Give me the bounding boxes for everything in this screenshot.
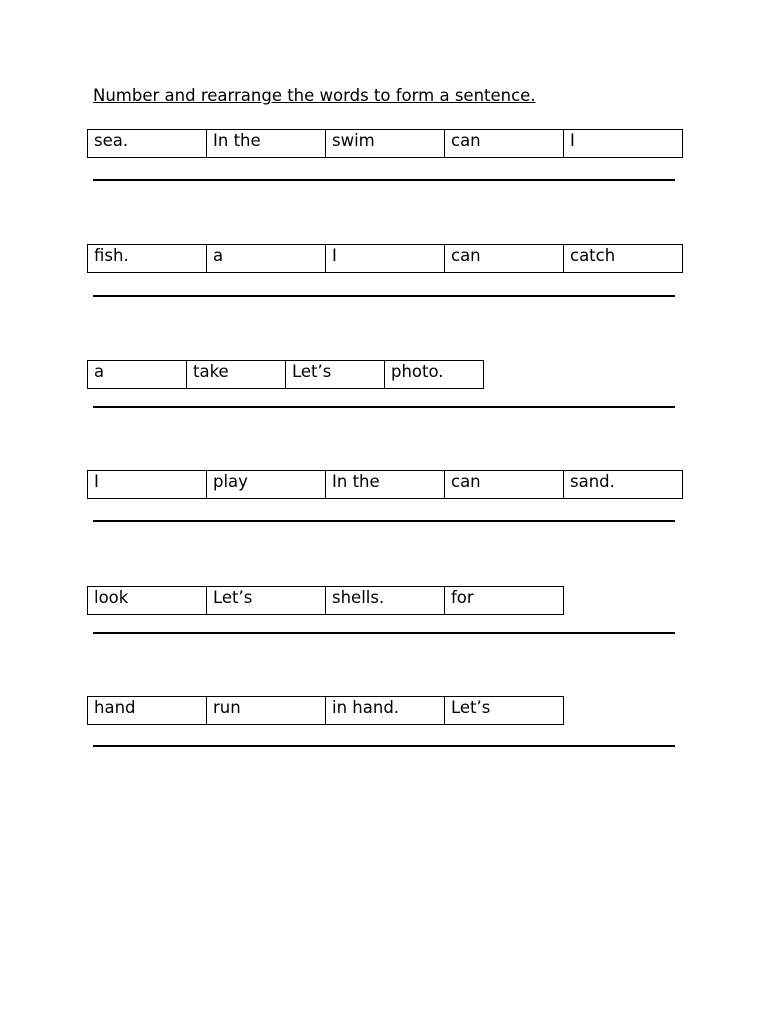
word-box: sand.: [563, 470, 683, 499]
word-box: in hand.: [325, 696, 445, 725]
word-row-6: [87, 696, 564, 725]
word-box: I: [87, 470, 207, 499]
word-box: shells.: [325, 586, 445, 615]
word-box: look: [87, 586, 207, 615]
word-box: sea.: [87, 129, 207, 158]
answer-line-2[interactable]: [93, 295, 675, 297]
answer-line-4[interactable]: [93, 520, 675, 522]
answer-line-1[interactable]: [93, 179, 675, 181]
word-box: take: [186, 360, 286, 389]
word-box: In the: [325, 470, 445, 499]
answer-line-5[interactable]: [93, 632, 675, 634]
answer-line-6[interactable]: [93, 745, 675, 747]
worksheet-instruction: Number and rearrange the words to form a sentence.: [93, 86, 536, 105]
word-box: I: [563, 129, 683, 158]
word-box: Let’s: [285, 360, 385, 389]
word-box: I: [325, 244, 445, 273]
word-row-3: [87, 360, 484, 389]
word-box: photo.: [384, 360, 484, 389]
word-row-5: [87, 586, 564, 615]
word-box: play: [206, 470, 326, 499]
word-box: swim: [325, 129, 445, 158]
word-box: fish.: [87, 244, 207, 273]
word-box: Let’s: [206, 586, 326, 615]
word-box: can: [444, 244, 564, 273]
answer-line-3[interactable]: [93, 406, 675, 408]
word-box: a: [206, 244, 326, 273]
word-box: can: [444, 129, 564, 158]
word-box: a: [87, 360, 187, 389]
word-row-1: [87, 129, 683, 158]
word-box: Let’s: [444, 696, 564, 725]
word-box: hand: [87, 696, 207, 725]
word-row-2: [87, 244, 683, 273]
word-box: run: [206, 696, 326, 725]
word-row-4: [87, 470, 683, 499]
word-box: catch: [563, 244, 683, 273]
word-box: In the: [206, 129, 326, 158]
word-box: can: [444, 470, 564, 499]
word-box: for: [444, 586, 564, 615]
